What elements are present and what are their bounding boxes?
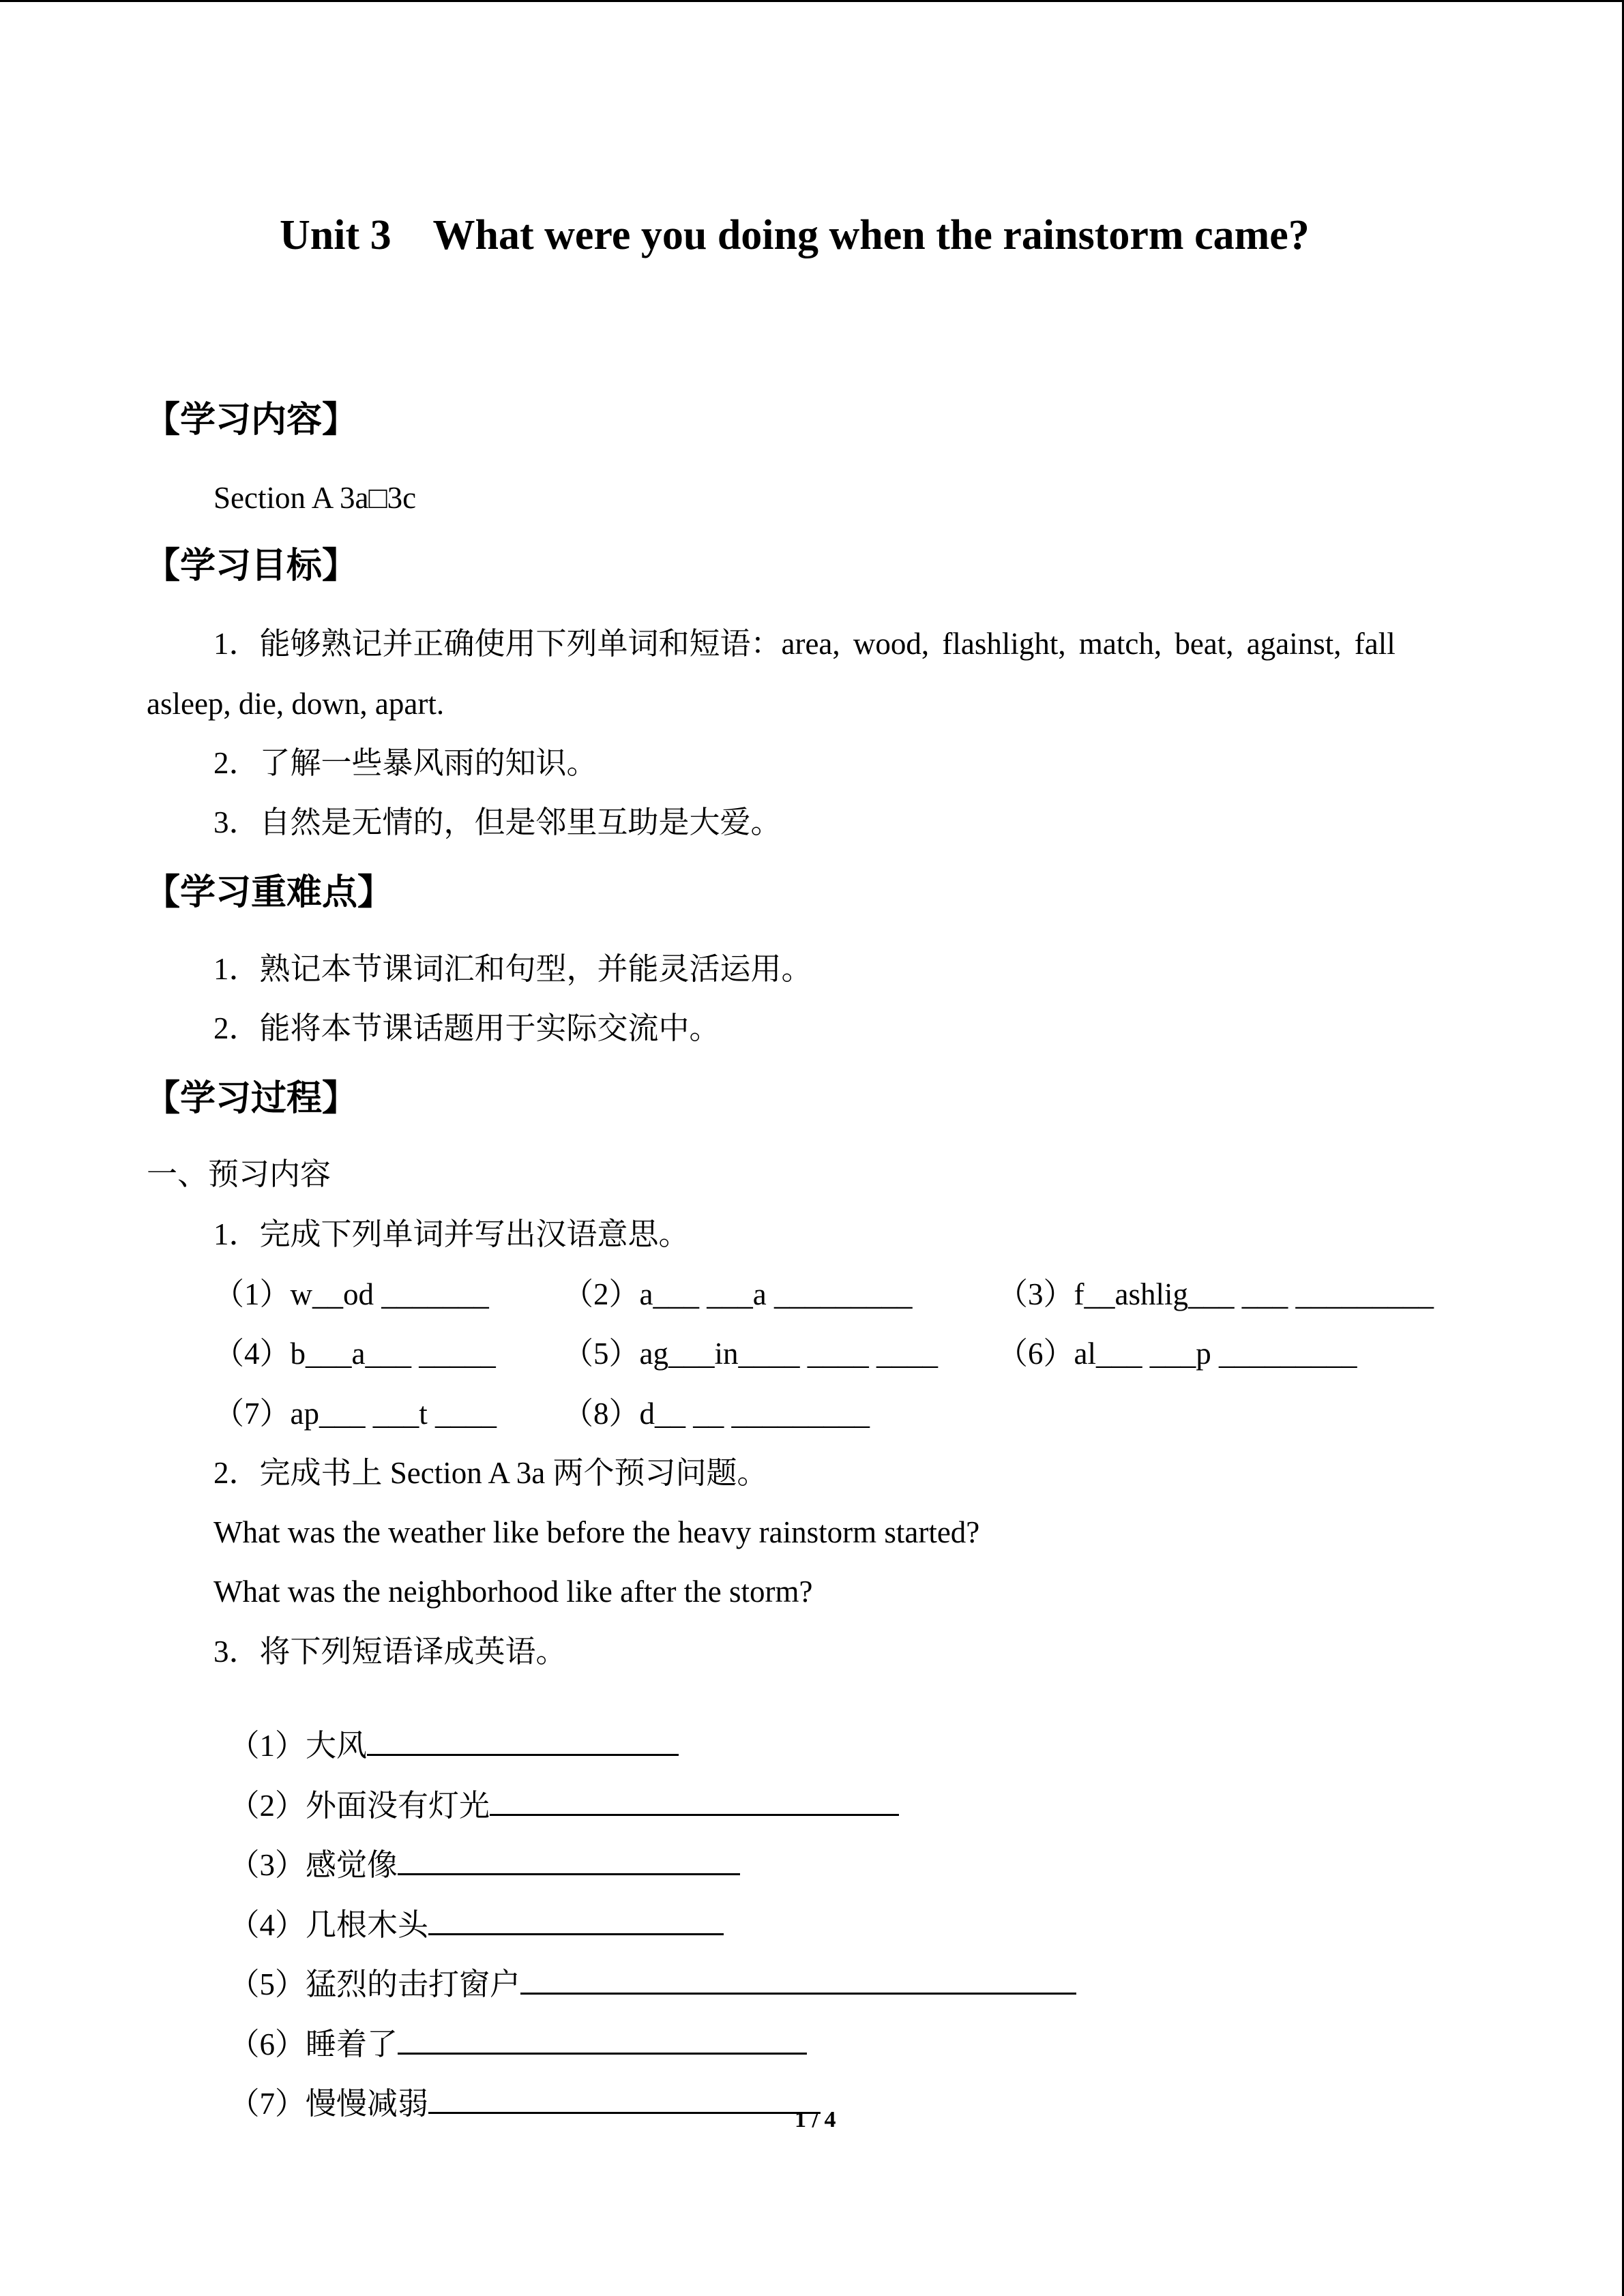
- word-blank-8[interactable]: （8）d__ __ _________: [563, 1397, 870, 1431]
- heading-goals: 【学习目标】: [145, 546, 358, 586]
- key-point-1: 1．熟记本节课词汇和句型，并能灵活运用。: [213, 952, 812, 986]
- preview-question-2: What was the neighborhood like after the storm?: [213, 1575, 813, 1609]
- key-point-2: 2．能将本节课话题用于实际交流中。: [213, 1011, 720, 1045]
- page-number: 1 / 4: [795, 2107, 836, 2132]
- goal-item-1a: 1．能够熟记并正确使用下列单词和短语：area, wood, flashlight, match, beat, against, fall: [213, 627, 1396, 661]
- heading-content: 【学习内容】: [145, 400, 358, 441]
- answer-blank[interactable]: [490, 1787, 899, 1816]
- phrase-row-5: [213, 1935, 1076, 2000]
- phrase-label: （2）外面没有灯光: [228, 1789, 490, 1823]
- answer-blank[interactable]: [398, 2025, 807, 2055]
- answer-blank[interactable]: [428, 1906, 724, 1935]
- phrase-label: （5）猛烈的击打窗户: [228, 1967, 521, 2001]
- heading-process: 【学习过程】: [145, 1078, 358, 1119]
- word-blank-2[interactable]: （2）a___ ___a _________: [563, 1277, 913, 1311]
- preview-question-1: What was the weather like before the heavy rainstorm started?: [213, 1515, 980, 1549]
- word-blank-4[interactable]: （4）b___a___ _____: [213, 1337, 496, 1371]
- heading-key-points: 【学习重难点】: [145, 872, 394, 913]
- section-range: Section A 3a□3c: [213, 481, 417, 515]
- answer-blank[interactable]: [428, 2085, 821, 2114]
- document-title: Unit 3 What were you doing when the rainstorm came?: [280, 212, 1310, 258]
- phrase-label: （6）睡着了: [228, 2027, 398, 2061]
- phrase-row-3: [213, 1815, 740, 1881]
- task-1: 1．完成下列单词并写出汉语意思。: [213, 1217, 690, 1251]
- goal-item-2: 2．了解一些暴风雨的知识。: [213, 746, 597, 780]
- page-border-top: [0, 0, 1624, 2]
- goal-item-1b: asleep, die, down, apart.: [147, 687, 445, 721]
- phrase-row-1: [213, 1696, 679, 1761]
- word-blank-6[interactable]: （6）al___ ___p _________: [997, 1337, 1357, 1371]
- task-3: 3．将下列短语译成英语。: [213, 1635, 567, 1669]
- phrase-label: （3）感觉像: [228, 1848, 398, 1882]
- answer-blank[interactable]: [367, 1727, 679, 1756]
- task-2: 2．完成书上 Section A 3a 两个预习问题。: [213, 1456, 768, 1490]
- word-blank-3[interactable]: （3）f__ashlig___ ___ _________: [997, 1277, 1434, 1311]
- phrase-label: （4）几根木头: [228, 1908, 429, 1942]
- answer-blank[interactable]: [398, 1846, 740, 1875]
- process-part-1: 一、预习内容: [147, 1157, 331, 1191]
- phrase-row-4: [213, 1875, 724, 1941]
- phrase-label: （7）慢慢减弱: [228, 2087, 429, 2121]
- goal-item-3: 3．自然是无情的，但是邻里互助是大爱。: [213, 805, 782, 839]
- answer-blank[interactable]: [520, 1965, 1076, 1995]
- word-blank-1[interactable]: （1）w__od _______: [213, 1277, 489, 1311]
- word-blank-5[interactable]: （5）ag___in____ ____ ____: [563, 1337, 938, 1371]
- phrase-label: （1）大风: [228, 1729, 368, 1763]
- phrase-row-7: [213, 2054, 821, 2119]
- word-blank-7[interactable]: （7）ap___ ___t ____: [213, 1397, 497, 1431]
- phrase-row-2: [213, 1756, 899, 1821]
- phrase-row-6: [213, 1995, 807, 2060]
